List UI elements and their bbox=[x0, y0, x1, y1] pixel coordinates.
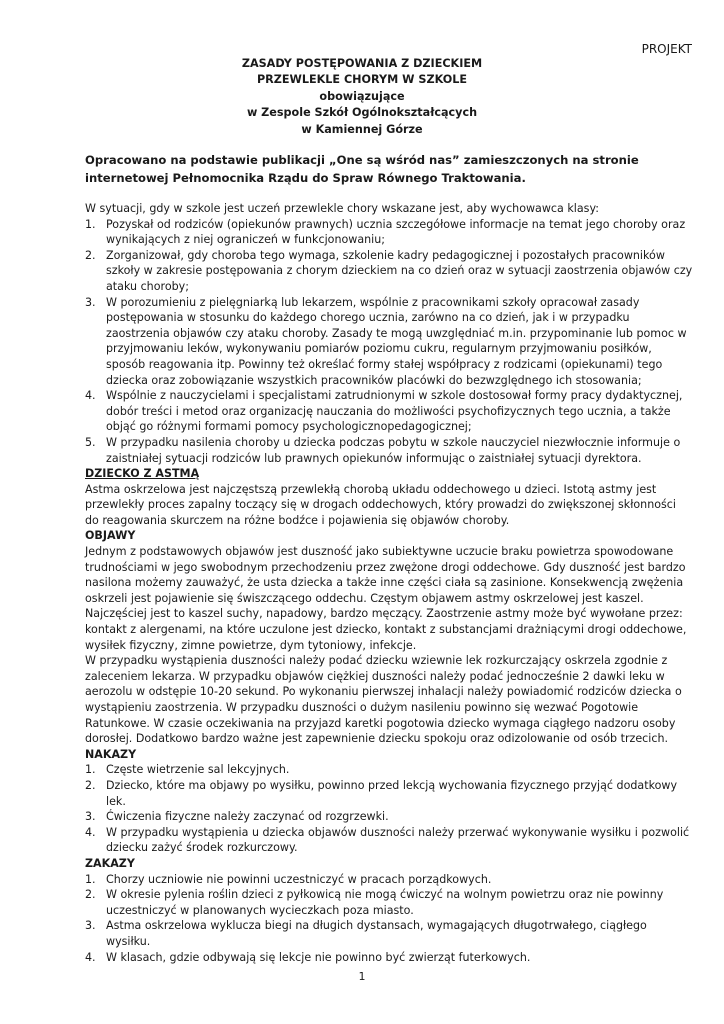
list-item bbox=[85, 217, 693, 248]
list-text: Częste wietrzenie sal lekcyjnych. bbox=[106, 763, 290, 777]
section-heading-prohibitions: ZAKAZY bbox=[85, 856, 135, 870]
list-number: 2. bbox=[85, 888, 96, 902]
orders-list bbox=[85, 762, 693, 856]
source-note: Opracowano na podstawie publikacji „One są wśród nas” zamieszczonych na stronie internetowej Pełnomocnika Rządu do Spraw Równego Traktowania. bbox=[85, 153, 639, 185]
list-text: Dziecko, które ma objawy po wysiłku, powinno przed lekcją wychowania fizycznego przyjąć dodatkowy lek. bbox=[106, 778, 678, 808]
asthma-description: Astma oskrzelowa jest najczęstszą przewlekłą chorobą układu oddechowego u dzieci. Istotą astmy jest przewlekły proces zapalny toczący się w drogach oddechowych, który prowadzi do zwiększonej skłonności do reagowania skurczem na różne bodźce i pojawienia się objawów choroby. bbox=[85, 482, 676, 527]
list-number: 1. bbox=[85, 872, 96, 886]
list-item bbox=[85, 809, 693, 825]
list-text: W porozumieniu z pielęgniarką lub lekarzem, wspólnie z pracownikami szkoły opracował zasady postępowania w stosunku do każdego chorego ucznia, zarówno na co dzień, jak i w przypadku zaostrzenia objawów czy ataku choroby. Zasady te mogą uwzględniać m.in. przypominanie lub pomoc w przyjmowaniu leków, wykonywaniu pomiarów poziomu cukru, regularnym przyjmowaniu posiłków, sposób reagowania itp. Powinny też określać formy stałej współpracy z rodzicami (opiekunami) tego dziecka oraz zobowiązanie wszystkich pracowników placówki do bezwzględnego ich stosowania; bbox=[106, 295, 687, 387]
list-number: 5. bbox=[85, 435, 96, 449]
title-line: w Kamiennej Górze bbox=[301, 122, 423, 136]
list-text: W przypadku wystąpienia u dziecka objawów duszności należy przerwać wykonywanie wysiłku i pozwolić dziecku zażyć środek rozkurczowy. bbox=[106, 825, 690, 855]
treatment-paragraph: W przypadku wystąpienia duszności należy podać dziecku wziewnie lek rozkurczający oskrzela zgodnie z zaleceniem lekarza. W przypadku objawów ciężkiej duszności należy podać jednocześnie 2 dawki leku w aerozolu w odstępie 10-20 sekund. Po wykonaniu pierwszej inhalacji należy powiadomić rodziców dziecka o wystąpieniu zaostrzenia. W przypadku duszności o dużym nasileniu powinno się wezwać Pogotowie Ratunkowe. W czasie oczekiwania na przyjazd karetki pogotowia dziecko wymaga ciągłego nadzoru osoby dorosłej. Dodatkowo bardzo ważne jest zapewnienie dziecku spokoju oraz odizolowanie od osób trzecich. bbox=[85, 654, 682, 746]
list-item bbox=[85, 388, 693, 435]
list-number: 4. bbox=[85, 825, 96, 839]
list-text: Astma oskrzelowa wyklucza biegi na długich dystansach, wymagających długotrwałego, ciągłego wysiłku. bbox=[106, 919, 647, 948]
list-number: 1. bbox=[85, 763, 96, 777]
list-item bbox=[85, 248, 693, 295]
situation-intro: W sytuacji, gdy w szkole jest uczeń przewlekle chory wskazane jest, aby wychowawca klasy: bbox=[85, 202, 599, 215]
symptoms-paragraph: Jednym z podstawowych objawów jest duszność jako subiektywne uczucie braku powietrza spowodowane trudnościami w jego swobodnym przechodzeniu przez zwężone drogi oddechowe. Gdy duszność jest bardzo nasilona możemy zauważyć, że usta dziecka a także inne części ciała są zasinione. Konsekwencją zwężenia oskrzeli jest pojawienie się świszczącego oddechu. Częstym objawem astmy oskrzelowej jest kaszel. Najczęściej jest to kaszel suchy, napadowy, bardzo męczący. Zaostrzenie astmy może być wywołane przez: kontakt z alergenami, na które uczulone jest dziecko, kontakt z substancjami drażniącymi drogi oddechowe, wysiłek fizyczny, zimne powietrze, dym tytoniowy, infekcje. bbox=[85, 545, 687, 652]
list-number: 4. bbox=[85, 389, 96, 403]
list-item bbox=[85, 918, 693, 949]
list-item bbox=[85, 825, 693, 856]
title-line: obowiązujące bbox=[319, 89, 405, 103]
document-title bbox=[0, 56, 724, 138]
section-heading-symptoms: OBJAWY bbox=[85, 529, 136, 543]
page-number: 1 bbox=[358, 970, 366, 983]
list-item bbox=[85, 950, 693, 966]
prohibitions-list bbox=[85, 872, 693, 966]
list-number: 3. bbox=[85, 295, 96, 309]
list-number: 3. bbox=[85, 810, 96, 824]
list-text: Ćwiczenia fizyczne należy zaczynać od rozgrzewki. bbox=[106, 810, 389, 824]
section-heading-orders: NAKAZY bbox=[85, 747, 137, 761]
list-item bbox=[85, 435, 693, 466]
title-line: w Zespole Szkół Ogólnokształcących bbox=[246, 106, 478, 120]
title-line: PRZEWLEKLE CHORYM W SZKOLE bbox=[256, 73, 468, 87]
list-text: W klasach, gdzie odbywają się lekcje nie powinno być zwierząt futerkowych. bbox=[106, 950, 531, 964]
list-item bbox=[85, 887, 693, 918]
list-number: 2. bbox=[85, 248, 96, 262]
list-number: 2. bbox=[85, 778, 96, 792]
list-item bbox=[85, 295, 693, 389]
document-body bbox=[85, 201, 693, 965]
list-item bbox=[85, 778, 693, 809]
list-text: Zorganizował, gdy choroba tego wymaga, szkolenie kadry pedagogicznej i pozostałych pracowników szkoły w zakresie postępowania z chorym dzieckiem na co dzień oraz w sytuacji zaostrzenia objawów czy ataku choroby; bbox=[106, 248, 693, 293]
list-text: Chorzy uczniowie nie powinni uczestniczyć w pracach porządkowych. bbox=[106, 872, 492, 886]
list-number: 4. bbox=[85, 950, 96, 964]
list-item bbox=[85, 872, 693, 888]
title-line: ZASADY POSTĘPOWANIA Z DZIECKIEM bbox=[241, 57, 483, 70]
list-text: W przypadku nasilenia choroby u dziecka podczas pobytu w szkole nauczyciel niezwłocznie informuje o zaistniałej sytuacji rodziców lub prawnych opiekunów informując o zaistniałej sytuacji dyrektora. bbox=[106, 435, 681, 465]
situation-list bbox=[85, 217, 693, 467]
list-number: 1. bbox=[85, 217, 96, 231]
list-item bbox=[85, 762, 693, 778]
section-heading-asthma: DZIECKO Z ASTMĄ bbox=[85, 467, 200, 481]
project-label: PROJEKT bbox=[641, 42, 692, 56]
list-text: W okresie pylenia roślin dzieci z pyłkowicą nie mogą ćwiczyć na wolnym powietrzu oraz nie powinny uczestniczyć w planowanych wycieczkach poza miasto. bbox=[106, 888, 664, 917]
list-number: 3. bbox=[85, 919, 96, 933]
list-text: Pozyskał od rodziców (opiekunów prawnych) ucznia szczegółowe informacje na temat jego choroby oraz wynikających z niej ograniczeń w funkcjonowaniu; bbox=[106, 217, 686, 247]
list-text: Wspólnie z nauczycielami i specjalistami zatrudnionymi w szkole dostosował formy pracy dydaktycznej, dobór treści i metod oraz organizację nauczania do możliwości psychofizycznych tego ucznia, a także objąć go różnymi formami pomocy psychologicznopedagogicznej; bbox=[106, 389, 683, 434]
